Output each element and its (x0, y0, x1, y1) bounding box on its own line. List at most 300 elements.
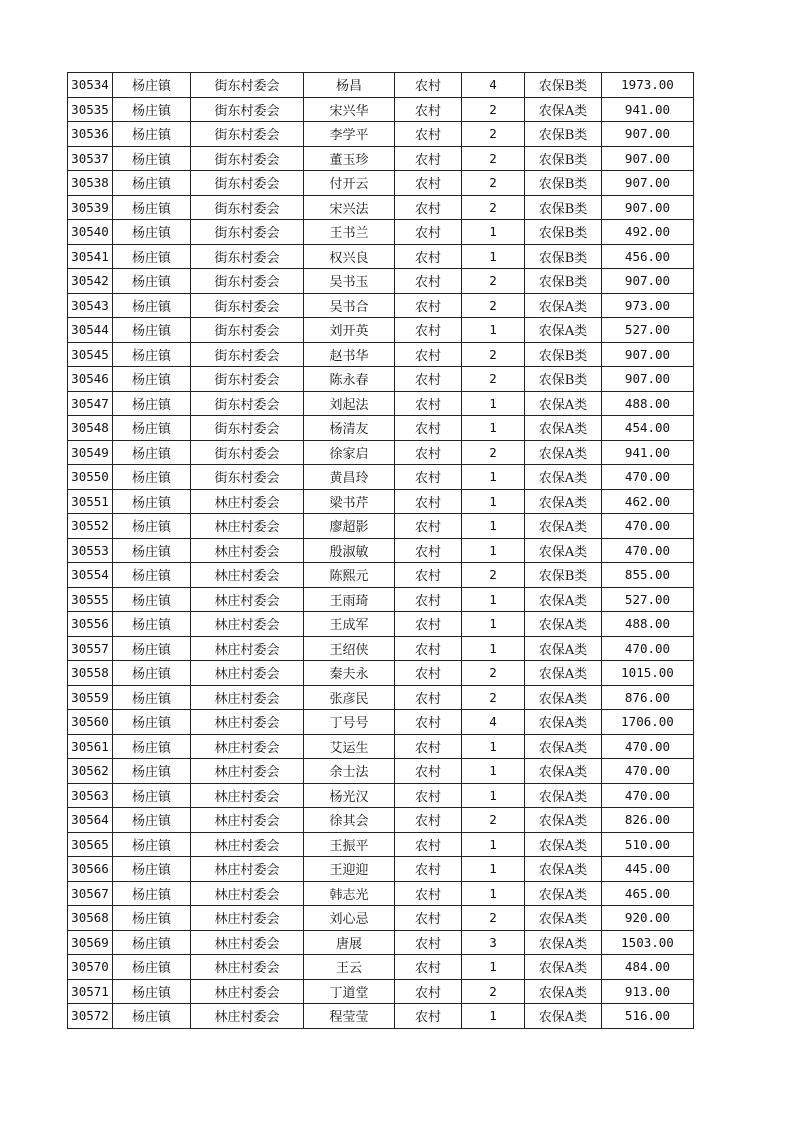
insurance-category-cell: 农保A类 (525, 783, 602, 808)
insurance-category-cell: 农保A类 (525, 661, 602, 686)
amount-cell: 484.00 (602, 955, 694, 980)
village-committee-cell: 街东村委会 (191, 342, 304, 367)
amount-cell: 470.00 (602, 538, 694, 563)
table-row (68, 1004, 694, 1029)
amount-cell: 826.00 (602, 808, 694, 833)
household-size-cell: 1 (462, 955, 525, 980)
town-cell: 杨庄镇 (113, 171, 191, 196)
record-id-cell: 30537 (68, 146, 113, 171)
amount-cell: 470.00 (602, 514, 694, 539)
table-row (68, 73, 694, 98)
insurance-category-cell: 农保A类 (525, 930, 602, 955)
person-name-cell: 梁书芹 (304, 489, 395, 514)
amount-cell: 941.00 (602, 440, 694, 465)
record-id-cell: 30541 (68, 244, 113, 269)
household-size-cell: 1 (462, 318, 525, 343)
household-size-cell: 1 (462, 220, 525, 245)
village-committee-cell: 街东村委会 (191, 171, 304, 196)
amount-cell: 920.00 (602, 906, 694, 931)
insurance-category-cell: 农保A类 (525, 538, 602, 563)
person-name-cell: 付开云 (304, 171, 395, 196)
household-type-cell: 农村 (395, 293, 462, 318)
person-name-cell: 赵书华 (304, 342, 395, 367)
village-committee-cell: 林庄村委会 (191, 955, 304, 980)
household-type-cell: 农村 (395, 244, 462, 269)
village-committee-cell: 街东村委会 (191, 73, 304, 98)
town-cell: 杨庄镇 (113, 465, 191, 490)
amount-cell: 855.00 (602, 563, 694, 588)
household-size-cell: 2 (462, 440, 525, 465)
amount-cell: 470.00 (602, 734, 694, 759)
person-name-cell: 刘开英 (304, 318, 395, 343)
table-row (68, 710, 694, 735)
record-id-cell: 30564 (68, 808, 113, 833)
person-name-cell: 唐展 (304, 930, 395, 955)
table-row (68, 881, 694, 906)
household-type-cell: 农村 (395, 416, 462, 441)
person-name-cell: 廖超影 (304, 514, 395, 539)
household-type-cell: 农村 (395, 269, 462, 294)
table-row (68, 514, 694, 539)
village-committee-cell: 林庄村委会 (191, 661, 304, 686)
household-size-cell: 1 (462, 636, 525, 661)
amount-cell: 907.00 (602, 146, 694, 171)
insurance-category-cell: 农保B类 (525, 342, 602, 367)
village-committee-cell: 街东村委会 (191, 146, 304, 171)
amount-cell: 973.00 (602, 293, 694, 318)
village-committee-cell: 街东村委会 (191, 318, 304, 343)
village-committee-cell: 林庄村委会 (191, 710, 304, 735)
table-row (68, 195, 694, 220)
household-size-cell: 1 (462, 514, 525, 539)
insurance-category-cell: 农保A类 (525, 710, 602, 735)
table-row (68, 122, 694, 147)
record-id-cell: 30569 (68, 930, 113, 955)
town-cell: 杨庄镇 (113, 293, 191, 318)
person-name-cell: 王迎迎 (304, 857, 395, 882)
household-type-cell: 农村 (395, 563, 462, 588)
record-id-cell: 30568 (68, 906, 113, 931)
table-row (68, 685, 694, 710)
record-id-cell: 30549 (68, 440, 113, 465)
town-cell: 杨庄镇 (113, 832, 191, 857)
household-size-cell: 1 (462, 244, 525, 269)
household-type-cell: 农村 (395, 955, 462, 980)
table-row (68, 318, 694, 343)
table-row (68, 906, 694, 931)
insurance-category-cell: 农保A类 (525, 465, 602, 490)
record-id-cell: 30563 (68, 783, 113, 808)
person-name-cell: 权兴良 (304, 244, 395, 269)
person-name-cell: 吴书合 (304, 293, 395, 318)
table-row (68, 97, 694, 122)
village-committee-cell: 林庄村委会 (191, 930, 304, 955)
household-type-cell: 农村 (395, 636, 462, 661)
record-id-cell: 30572 (68, 1004, 113, 1029)
record-id-cell: 30558 (68, 661, 113, 686)
village-committee-cell: 林庄村委会 (191, 514, 304, 539)
town-cell: 杨庄镇 (113, 783, 191, 808)
household-size-cell: 4 (462, 73, 525, 98)
amount-cell: 527.00 (602, 318, 694, 343)
household-size-cell: 2 (462, 146, 525, 171)
household-size-cell: 1 (462, 489, 525, 514)
insurance-category-cell: 农保A类 (525, 293, 602, 318)
household-type-cell: 农村 (395, 97, 462, 122)
record-id-cell: 30539 (68, 195, 113, 220)
town-cell: 杨庄镇 (113, 1004, 191, 1029)
person-name-cell: 殷淑敏 (304, 538, 395, 563)
town-cell: 杨庄镇 (113, 416, 191, 441)
record-id-cell: 30561 (68, 734, 113, 759)
table-row (68, 171, 694, 196)
household-size-cell: 1 (462, 465, 525, 490)
person-name-cell: 王振平 (304, 832, 395, 857)
household-type-cell: 农村 (395, 857, 462, 882)
household-type-cell: 农村 (395, 906, 462, 931)
person-name-cell: 杨清友 (304, 416, 395, 441)
amount-cell: 462.00 (602, 489, 694, 514)
household-size-cell: 1 (462, 1004, 525, 1029)
town-cell: 杨庄镇 (113, 955, 191, 980)
household-size-cell: 1 (462, 734, 525, 759)
household-type-cell: 农村 (395, 783, 462, 808)
village-committee-cell: 街东村委会 (191, 269, 304, 294)
record-id-cell: 30559 (68, 685, 113, 710)
town-cell: 杨庄镇 (113, 122, 191, 147)
household-type-cell: 农村 (395, 759, 462, 784)
table-row (68, 391, 694, 416)
town-cell: 杨庄镇 (113, 391, 191, 416)
record-id-cell: 30552 (68, 514, 113, 539)
village-committee-cell: 街东村委会 (191, 220, 304, 245)
insurance-category-cell: 农保A类 (525, 832, 602, 857)
table-row (68, 759, 694, 784)
household-size-cell: 1 (462, 832, 525, 857)
household-size-cell: 2 (462, 97, 525, 122)
person-name-cell: 刘起法 (304, 391, 395, 416)
town-cell: 杨庄镇 (113, 930, 191, 955)
table-row (68, 465, 694, 490)
town-cell: 杨庄镇 (113, 685, 191, 710)
town-cell: 杨庄镇 (113, 808, 191, 833)
record-id-cell: 30556 (68, 612, 113, 637)
insurance-category-cell: 农保A类 (525, 440, 602, 465)
records-table (67, 72, 694, 1029)
insurance-category-cell: 农保A类 (525, 416, 602, 441)
person-name-cell: 杨光汉 (304, 783, 395, 808)
town-cell: 杨庄镇 (113, 489, 191, 514)
town-cell: 杨庄镇 (113, 367, 191, 392)
town-cell: 杨庄镇 (113, 881, 191, 906)
town-cell: 杨庄镇 (113, 318, 191, 343)
household-type-cell: 农村 (395, 73, 462, 98)
amount-cell: 1973.00 (602, 73, 694, 98)
village-committee-cell: 林庄村委会 (191, 563, 304, 588)
record-id-cell: 30565 (68, 832, 113, 857)
person-name-cell: 丁号号 (304, 710, 395, 735)
person-name-cell: 陈熙元 (304, 563, 395, 588)
insurance-category-cell: 农保A类 (525, 734, 602, 759)
table-row (68, 636, 694, 661)
household-type-cell: 农村 (395, 808, 462, 833)
household-type-cell: 农村 (395, 538, 462, 563)
village-committee-cell: 林庄村委会 (191, 636, 304, 661)
table-row (68, 416, 694, 441)
record-id-cell: 30544 (68, 318, 113, 343)
household-size-cell: 1 (462, 759, 525, 784)
amount-cell: 465.00 (602, 881, 694, 906)
town-cell: 杨庄镇 (113, 636, 191, 661)
household-type-cell: 农村 (395, 146, 462, 171)
amount-cell: 527.00 (602, 587, 694, 612)
person-name-cell: 余士法 (304, 759, 395, 784)
household-type-cell: 农村 (395, 930, 462, 955)
town-cell: 杨庄镇 (113, 759, 191, 784)
table-row (68, 808, 694, 833)
insurance-category-cell: 农保B类 (525, 367, 602, 392)
person-name-cell: 徐其会 (304, 808, 395, 833)
amount-cell: 470.00 (602, 759, 694, 784)
record-id-cell: 30545 (68, 342, 113, 367)
household-size-cell: 2 (462, 979, 525, 1004)
household-type-cell: 农村 (395, 979, 462, 1004)
village-committee-cell: 林庄村委会 (191, 489, 304, 514)
household-size-cell: 1 (462, 391, 525, 416)
household-type-cell: 农村 (395, 514, 462, 539)
village-committee-cell: 林庄村委会 (191, 538, 304, 563)
village-committee-cell: 林庄村委会 (191, 759, 304, 784)
amount-cell: 907.00 (602, 195, 694, 220)
record-id-cell: 30547 (68, 391, 113, 416)
record-id-cell: 30570 (68, 955, 113, 980)
table-row (68, 661, 694, 686)
amount-cell: 470.00 (602, 465, 694, 490)
table-row (68, 612, 694, 637)
town-cell: 杨庄镇 (113, 612, 191, 637)
record-id-cell: 30567 (68, 881, 113, 906)
village-committee-cell: 林庄村委会 (191, 857, 304, 882)
insurance-category-cell: 农保B类 (525, 244, 602, 269)
amount-cell: 941.00 (602, 97, 694, 122)
household-type-cell: 农村 (395, 318, 462, 343)
village-committee-cell: 林庄村委会 (191, 808, 304, 833)
person-name-cell: 杨昌 (304, 73, 395, 98)
person-name-cell: 艾运生 (304, 734, 395, 759)
person-name-cell: 李学平 (304, 122, 395, 147)
person-name-cell: 刘心忌 (304, 906, 395, 931)
amount-cell: 907.00 (602, 367, 694, 392)
table-row (68, 857, 694, 882)
table-body (68, 73, 694, 1029)
amount-cell: 470.00 (602, 783, 694, 808)
record-id-cell: 30538 (68, 171, 113, 196)
person-name-cell: 张彦民 (304, 685, 395, 710)
town-cell: 杨庄镇 (113, 563, 191, 588)
household-type-cell: 农村 (395, 489, 462, 514)
person-name-cell: 王云 (304, 955, 395, 980)
table-row (68, 244, 694, 269)
amount-cell: 1706.00 (602, 710, 694, 735)
record-id-cell: 30548 (68, 416, 113, 441)
household-size-cell: 1 (462, 538, 525, 563)
household-size-cell: 2 (462, 293, 525, 318)
insurance-category-cell: 农保B类 (525, 563, 602, 588)
town-cell: 杨庄镇 (113, 146, 191, 171)
table-row (68, 783, 694, 808)
table-row (68, 293, 694, 318)
village-committee-cell: 街东村委会 (191, 195, 304, 220)
village-committee-cell: 街东村委会 (191, 391, 304, 416)
household-size-cell: 2 (462, 122, 525, 147)
town-cell: 杨庄镇 (113, 979, 191, 1004)
table-row (68, 440, 694, 465)
household-type-cell: 农村 (395, 612, 462, 637)
record-id-cell: 30542 (68, 269, 113, 294)
table-row (68, 146, 694, 171)
insurance-category-cell: 农保A类 (525, 489, 602, 514)
household-size-cell: 2 (462, 367, 525, 392)
town-cell: 杨庄镇 (113, 195, 191, 220)
amount-cell: 488.00 (602, 391, 694, 416)
household-type-cell: 农村 (395, 220, 462, 245)
insurance-category-cell: 农保A类 (525, 685, 602, 710)
insurance-category-cell: 农保A类 (525, 759, 602, 784)
person-name-cell: 王书兰 (304, 220, 395, 245)
table-row (68, 220, 694, 245)
person-name-cell: 韩志光 (304, 881, 395, 906)
table-row (68, 269, 694, 294)
record-id-cell: 30554 (68, 563, 113, 588)
village-committee-cell: 林庄村委会 (191, 832, 304, 857)
record-id-cell: 30571 (68, 979, 113, 1004)
insurance-category-cell: 农保A类 (525, 391, 602, 416)
household-type-cell: 农村 (395, 367, 462, 392)
record-id-cell: 30557 (68, 636, 113, 661)
table-row (68, 538, 694, 563)
person-name-cell: 宋兴华 (304, 97, 395, 122)
household-size-cell: 2 (462, 685, 525, 710)
household-size-cell: 1 (462, 783, 525, 808)
amount-cell: 516.00 (602, 1004, 694, 1029)
person-name-cell: 董玉珍 (304, 146, 395, 171)
person-name-cell: 程莹莹 (304, 1004, 395, 1029)
record-id-cell: 30562 (68, 759, 113, 784)
village-committee-cell: 街东村委会 (191, 465, 304, 490)
insurance-category-cell: 农保B类 (525, 73, 602, 98)
household-size-cell: 2 (462, 269, 525, 294)
household-type-cell: 农村 (395, 881, 462, 906)
village-committee-cell: 街东村委会 (191, 244, 304, 269)
record-id-cell: 30566 (68, 857, 113, 882)
table-row (68, 587, 694, 612)
household-type-cell: 农村 (395, 195, 462, 220)
town-cell: 杨庄镇 (113, 342, 191, 367)
village-committee-cell: 街东村委会 (191, 416, 304, 441)
insurance-category-cell: 农保A类 (525, 97, 602, 122)
table-row (68, 930, 694, 955)
household-size-cell: 1 (462, 881, 525, 906)
record-id-cell: 30535 (68, 97, 113, 122)
village-committee-cell: 林庄村委会 (191, 587, 304, 612)
insurance-category-cell: 农保A类 (525, 979, 602, 1004)
household-type-cell: 农村 (395, 710, 462, 735)
household-size-cell: 1 (462, 857, 525, 882)
village-committee-cell: 林庄村委会 (191, 612, 304, 637)
table-row (68, 367, 694, 392)
record-id-cell: 30553 (68, 538, 113, 563)
record-id-cell: 30560 (68, 710, 113, 735)
amount-cell: 1015.00 (602, 661, 694, 686)
household-size-cell: 2 (462, 808, 525, 833)
household-size-cell: 2 (462, 661, 525, 686)
household-size-cell: 2 (462, 563, 525, 588)
household-size-cell: 1 (462, 612, 525, 637)
insurance-category-cell: 农保B类 (525, 269, 602, 294)
insurance-category-cell: 农保A类 (525, 906, 602, 931)
insurance-category-cell: 农保A类 (525, 587, 602, 612)
household-type-cell: 农村 (395, 661, 462, 686)
table-row (68, 832, 694, 857)
town-cell: 杨庄镇 (113, 73, 191, 98)
household-type-cell: 农村 (395, 734, 462, 759)
amount-cell: 907.00 (602, 269, 694, 294)
record-id-cell: 30551 (68, 489, 113, 514)
person-name-cell: 黄昌玲 (304, 465, 395, 490)
insurance-category-cell: 农保A类 (525, 612, 602, 637)
village-committee-cell: 街东村委会 (191, 97, 304, 122)
town-cell: 杨庄镇 (113, 587, 191, 612)
household-type-cell: 农村 (395, 391, 462, 416)
village-committee-cell: 林庄村委会 (191, 783, 304, 808)
table-row (68, 563, 694, 588)
household-size-cell: 1 (462, 416, 525, 441)
town-cell: 杨庄镇 (113, 514, 191, 539)
town-cell: 杨庄镇 (113, 734, 191, 759)
record-id-cell: 30555 (68, 587, 113, 612)
town-cell: 杨庄镇 (113, 710, 191, 735)
village-committee-cell: 林庄村委会 (191, 685, 304, 710)
insurance-category-cell: 农保A类 (525, 808, 602, 833)
person-name-cell: 王绍侠 (304, 636, 395, 661)
person-name-cell: 王雨琦 (304, 587, 395, 612)
insurance-category-cell: 农保B类 (525, 122, 602, 147)
town-cell: 杨庄镇 (113, 661, 191, 686)
insurance-category-cell: 农保B类 (525, 195, 602, 220)
table-row (68, 955, 694, 980)
amount-cell: 445.00 (602, 857, 694, 882)
record-id-cell: 30550 (68, 465, 113, 490)
village-committee-cell: 街东村委会 (191, 293, 304, 318)
insurance-category-cell: 农保A类 (525, 1004, 602, 1029)
village-committee-cell: 林庄村委会 (191, 881, 304, 906)
town-cell: 杨庄镇 (113, 97, 191, 122)
insurance-category-cell: 农保A类 (525, 636, 602, 661)
insurance-category-cell: 农保A类 (525, 955, 602, 980)
table-row (68, 342, 694, 367)
amount-cell: 1503.00 (602, 930, 694, 955)
village-committee-cell: 林庄村委会 (191, 906, 304, 931)
village-committee-cell: 街东村委会 (191, 122, 304, 147)
amount-cell: 470.00 (602, 636, 694, 661)
insurance-category-cell: 农保A类 (525, 881, 602, 906)
household-type-cell: 农村 (395, 342, 462, 367)
person-name-cell: 丁道堂 (304, 979, 395, 1004)
record-id-cell: 30546 (68, 367, 113, 392)
household-type-cell: 农村 (395, 685, 462, 710)
insurance-category-cell: 农保B类 (525, 220, 602, 245)
village-committee-cell: 林庄村委会 (191, 1004, 304, 1029)
